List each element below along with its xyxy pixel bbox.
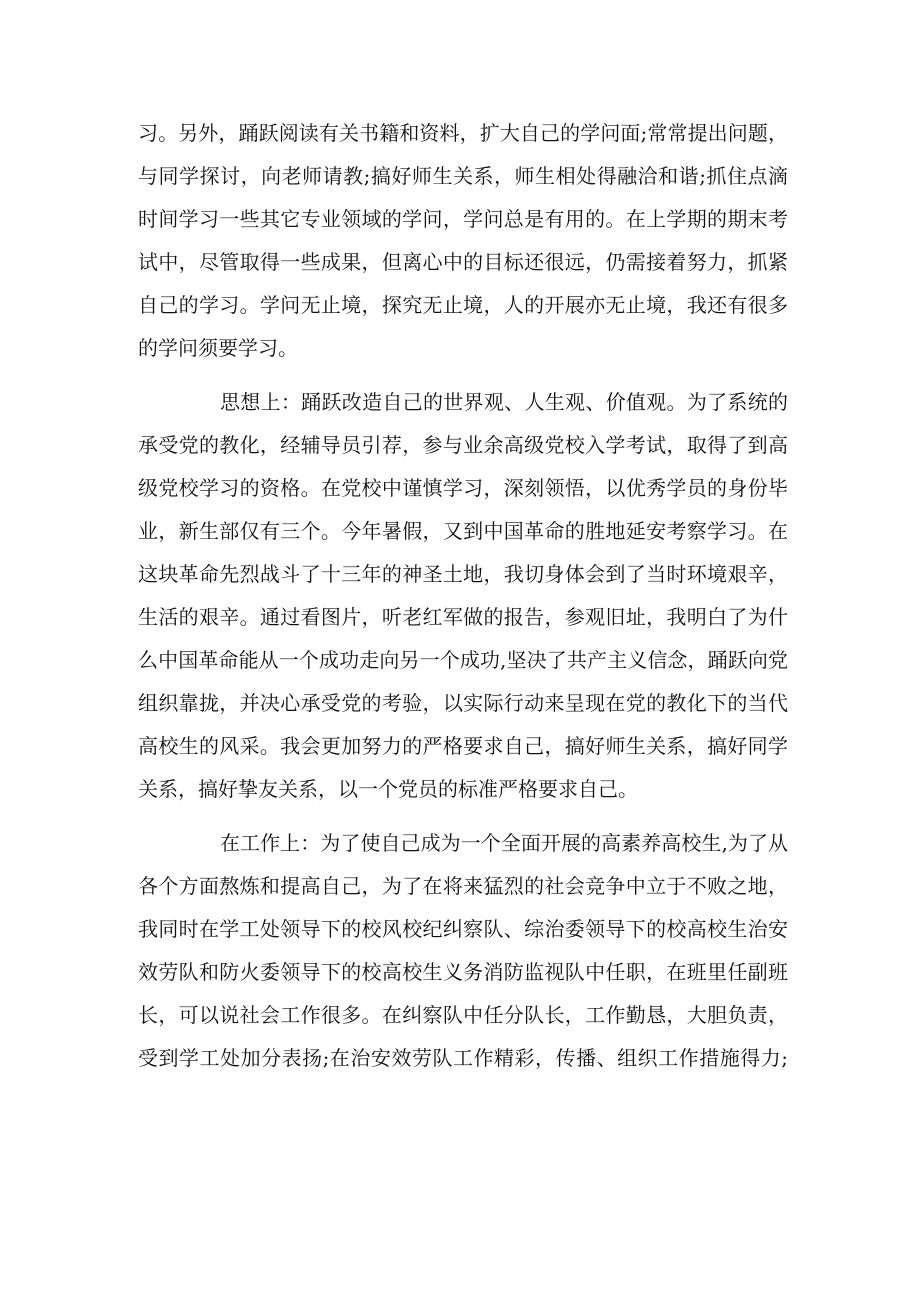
- text-line: 在工作上：为了使自己成为一个全面开展的高素养高校生,为了从: [220, 831, 788, 855]
- text-line: 组织靠拢，并决心承受党的考验，以实际行动来呈现在党的教化下的当代: [138, 691, 788, 715]
- text-line: 试中，尽管取得一些成果，但离心中的目标还很远，仍需接着努力，抓紧: [138, 250, 788, 274]
- text-line: 承受党的教化，经辅导员引荐，参与业余高级党校入学考试，取得了到高: [138, 433, 788, 457]
- text-line: 思想上：踊跃改造自己的世界观、人生观、价值观。为了系统的: [220, 390, 788, 414]
- text-line: 受到学工处加分表扬;在治安效劳队工作精彩，传播、组织工作措施得力;: [138, 1046, 788, 1070]
- paragraph-spacer: [138, 811, 788, 822]
- text-line: 效劳队和防火委领导下的校高校生义务消防监视队中任职，在班里任副班: [138, 960, 788, 984]
- text-line: 高校生的风采。我会更加努力的严格要求自己，搞好师生关系，搞好同学: [138, 734, 788, 758]
- text-line: 这块革命先烈战斗了十三年的神圣土地，我切身体会到了当时环境艰辛，: [138, 562, 788, 586]
- text-line: 的学问须要学习。: [138, 336, 298, 360]
- text-line: 时间学习一些其它专业领域的学问，学问总是有用的。在上学期的期末考: [138, 207, 788, 231]
- text-line: 各个方面熬炼和提高自己，为了在将来猛烈的社会竞争中立于不败之地，: [138, 874, 788, 898]
- text-line: 么中国革命能从一个成功走向另一个成功,坚决了共产主义信念，踊跃向党: [138, 648, 788, 672]
- text-line: 级党校学习的资格。在党校中谨慎学习，深刻领悟，以优秀学员的身份毕: [138, 476, 788, 500]
- text-line: 关系，搞好挚友关系，以一个党员的标准严格要求自己。: [138, 777, 638, 801]
- text-line: 自己的学习。学问无止境，探究无止境，人的开展亦无止境，我还有很多: [138, 293, 788, 317]
- text-line: 与同学探讨，向老师请教;搞好师生关系，师生相处得融洽和谐;抓住点滴: [138, 164, 788, 188]
- paragraph-spacer: [138, 370, 788, 381]
- text-line: 生活的艰辛。通过看图片，听老红军做的报告，参观旧址，我明白了为什: [138, 605, 788, 629]
- paragraph-work: [138, 822, 788, 1080]
- paragraph-study-continued: [138, 112, 788, 370]
- text-line: 业，新生部仅有三个。今年暑假，又到中国革命的胜地延安考察学习。在: [138, 519, 788, 543]
- text-line: 我同时在学工处领导下的校风校纪纠察队、综治委领导下的校高校生治安: [138, 917, 788, 941]
- paragraph-ideology: [138, 381, 788, 811]
- text-line: 长，可以说社会工作很多。在纠察队中任分队长，工作勤恳，大胆负责，: [138, 1003, 788, 1027]
- document-body: [138, 112, 788, 1080]
- text-line: 习。另外，踊跃阅读有关书籍和资料，扩大自己的学问面;常常提出问题，: [138, 121, 788, 145]
